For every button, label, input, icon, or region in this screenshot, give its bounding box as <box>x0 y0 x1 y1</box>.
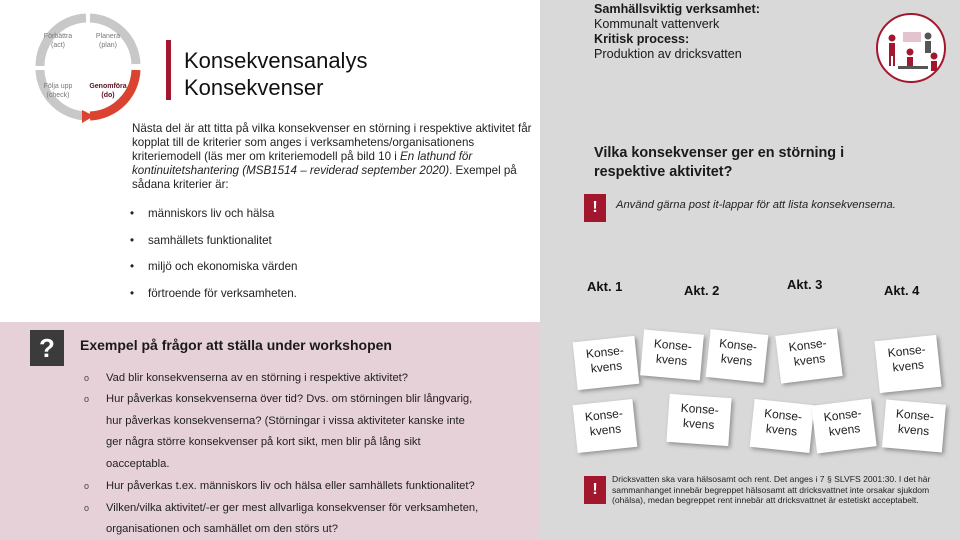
intro-text: Nästa del är att titta på vilka konsekvenser en störning i respektive aktivitet får kopplat till de kriterier som anges i verksamhetens/organisationens kriteriemodell (läs mer om kriteriemodell på bild 10 i En lathund för kontinuitetshantering (MSB1514 – reviderad september 2020). Exempel på sådana kriterier är: <box>132 122 532 191</box>
example-question: o Hur påverkas t.ex. människors liv och hälsa eller samhällets funktionalitet? <box>84 480 475 492</box>
activity-header-1: Akt. 1 <box>587 279 623 294</box>
postit-note: Konse- kvens <box>811 399 876 454</box>
exclamation-icon: ! <box>584 194 606 222</box>
cycle-label-act: Förbättra (act) <box>43 33 73 49</box>
page-title: Konsekvensanalys <box>184 48 368 73</box>
criteria-item: • miljö och ekonomiska värden <box>130 260 298 273</box>
tip-text: Använd gärna post it-lappar för att lista konsekvenserna. <box>616 199 896 211</box>
criteria-item: • människors liv och hälsa <box>130 207 275 220</box>
exclamation-icon: ! <box>584 476 606 504</box>
criteria-item: • samhällets funktionalitet <box>130 234 272 247</box>
example-question-cont: organisationen och samhället om den störs ut? <box>106 523 338 535</box>
footnote-text: Dricksvatten ska vara hälsosamt och rent. Det anges i 7 § SLVFS 2001:30. I det här sammanhanget innebär begreppet hälsosamt att dricksvattnet inte orsakar sjukdom (ohälsa), medan begreppet rent innebär att dricksvattnet är estetiskt acceptabelt. <box>612 474 931 505</box>
postit-note: Konse- kvens <box>706 329 769 383</box>
activity-header-4: Akt. 4 <box>884 283 920 298</box>
activity-header-3: Akt. 3 <box>787 277 823 292</box>
postit-note: Konse- kvens <box>640 329 704 380</box>
postit-note: Konse- kvens <box>573 399 638 453</box>
cycle-label-check: Följa upp (check) <box>43 83 73 99</box>
postit-note: Konse- kvens <box>666 394 731 446</box>
postit-note: Konse- kvens <box>775 328 842 383</box>
consequence-question: Vilka konsekvenser ger en störning i respektive aktivitet? <box>594 145 845 180</box>
postit-note: Konse- kvens <box>882 399 946 452</box>
question-mark-icon: ? <box>30 330 64 366</box>
postit-note: Konse- kvens <box>573 336 640 390</box>
examples-title: Exempel på frågor att ställa under workshopen <box>80 337 392 353</box>
example-question: o Vilken/vilka aktivitet/-er ger mest allvarliga konsekvenser för verksamheten, <box>84 502 479 514</box>
intro-reference: En lathund för kontinuitetshantering (MSB1514 – reviderad september 2020) <box>132 150 473 177</box>
postit-note: Konse- kvens <box>874 335 941 393</box>
page-subtitle: Konsekvenser <box>184 75 324 100</box>
criteria-item: • förtroende för verksamheten. <box>130 287 297 300</box>
pdca-cycle <box>18 4 158 134</box>
example-question-cont: ger några större konsekvenser på kort sikt, men blir på lång sikt <box>106 436 421 448</box>
example-question-cont: oacceptabla. <box>106 458 170 470</box>
example-question: o Hur påverkas konsekvenserna över tid? Dvs. om störningen blir långvarig, <box>84 393 473 405</box>
title-accent-bar <box>166 40 171 100</box>
cycle-ring-icon <box>18 4 158 134</box>
cycle-label-plan: Planera (plan) <box>95 33 121 49</box>
cycle-label-do: Genomföra (do) <box>89 83 127 99</box>
postit-note: Konse- kvens <box>750 399 815 453</box>
example-question: o Vad blir konsekvenserna av en störning i respektive aktivitet? <box>84 372 409 384</box>
process-header: Samhällsviktig verksamhet: Kommunalt vattenverk Kritisk process: Produktion av dricksvatten <box>594 2 760 61</box>
activity-header-2: Akt. 2 <box>684 283 720 298</box>
example-question-cont: hur påverkas konsekvenserna? (Störningar i vissa aktiviteter kanske inte <box>106 415 465 427</box>
workshop-people-icon <box>870 12 952 84</box>
